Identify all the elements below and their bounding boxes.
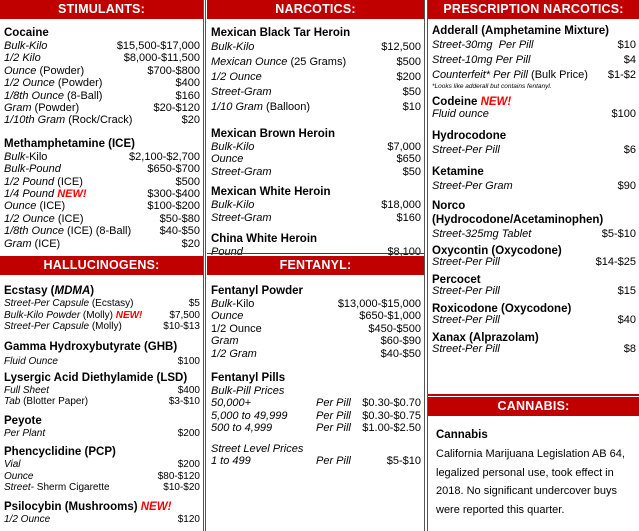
pill-price-row: 1 to 499 Per Pill $5-$10 xyxy=(211,455,421,468)
drug-name: Mexican Brown Heroin xyxy=(211,128,335,140)
price-row: Street-Per Capsule (Molly) $10-$13 xyxy=(4,321,200,332)
drug-name: Lysergic Acid Diethylamide (LSD) xyxy=(4,371,188,384)
drug-name: Methamphetamine (ICE) xyxy=(4,137,135,150)
column-prescription-cannabis xyxy=(428,0,639,531)
price-row: Street-Per Pill $15 xyxy=(432,285,636,298)
price-row: Gram (Powder) $20-$120 xyxy=(4,102,200,115)
price-row: Ounce $650 xyxy=(211,153,421,166)
drug-name: Fentanyl Powder xyxy=(211,285,304,297)
price-row: Street-Per Pill $8 xyxy=(432,343,636,356)
price-row: Street-Per Pill $6 xyxy=(432,144,636,157)
section-prescription-narcotics xyxy=(428,0,639,355)
price-row: Bulk-Kilo $18,000 xyxy=(211,199,421,212)
price-row: Street-Per Capsule (Ecstasy) $5 xyxy=(4,298,200,309)
section-divider xyxy=(207,253,424,254)
cannabis-description: California Marijuana Legislation AB 64, legalized personal use, took effect in 2018. No significant undercover buys were reported this quarter. xyxy=(436,448,625,516)
section-header-cannabis: CANNABIS: xyxy=(428,397,639,416)
section-header-fentanyl: FENTANYL: xyxy=(207,256,424,275)
price-row: 1/2 Gram $40-$50 xyxy=(211,347,421,360)
price-row: Bulk-Kilo Powder (Molly) NEW! $7,500 xyxy=(4,309,200,321)
price-row: Counterfeit* Per Pill (Bulk Price) $1-$2 xyxy=(432,69,636,81)
drug-name: Norco (Hydrocodone/Acetaminophen) xyxy=(432,200,604,227)
footnote: *Looks like adderall but contains fentanyl. xyxy=(432,83,552,90)
drug-name: Phencyclidine (PCP) xyxy=(4,446,116,458)
column-divider xyxy=(205,0,206,531)
drug-name: Psilocybin (Mushrooms) NEW! xyxy=(4,500,172,513)
price-row: Bulk-Kilo $12,500 xyxy=(211,41,421,53)
price-row: 1/2 Ounce $120 xyxy=(4,513,200,525)
price-row: 1/10 Gram (Balloon) $10 xyxy=(211,101,421,113)
price-row: Street- Sherm Cigarette $10-$20 xyxy=(4,482,200,493)
price-row: Bulk-Kilo $13,000-$15,000 xyxy=(211,298,421,310)
drug-name: Adderall (Amphetamine Mixture) xyxy=(432,25,609,37)
drug-name: Ecstasy (MDMA) xyxy=(4,285,95,297)
price-row: Fluid Ounce $100 xyxy=(4,355,200,367)
price-row: 1/2 Kilo $8,000-$11,500 xyxy=(4,52,200,65)
new-badge: NEW! xyxy=(140,500,172,513)
price-row: Street-325mg Tablet $5-$10 xyxy=(432,228,636,241)
drug-name: Peyote xyxy=(4,414,42,427)
drug-name: Roxicodone (Oxycodone) xyxy=(432,303,572,316)
price-row: Ounce $80-$120 xyxy=(4,470,200,482)
column-narcotics-fentanyl xyxy=(207,0,424,531)
pill-price-row: 500 to 4,999 Per Pill $1.00-$2.50 xyxy=(211,422,421,435)
price-row: Bulk-Kilo $7,000 xyxy=(211,141,421,153)
price-row: 1/2 Pound (ICE) $500 xyxy=(4,175,200,188)
price-row: 1/10th Gram (Rock/Crack) $20 xyxy=(4,114,200,127)
drug-name: Xanax (Alprazolam) xyxy=(432,332,539,345)
section-narcotics xyxy=(207,0,424,258)
subheading: Street Level Prices xyxy=(211,442,304,455)
price-row: Street-Gram $50 xyxy=(211,86,421,98)
price-row: 1/2 Ounce (Powder) $400 xyxy=(4,77,200,90)
price-row: 1/8th Ounce (ICE) (8-Ball) $40-$50 xyxy=(4,225,200,238)
price-row: Street-Gram $160 xyxy=(211,211,421,224)
section-header-stimulants: STIMULANTS: xyxy=(0,0,203,19)
price-row: Street-Per Pill $14-$25 xyxy=(432,256,636,269)
price-row: Ounce (Powder) $700-$800 xyxy=(4,64,200,77)
price-row: Street-30mg Per Pill $10 xyxy=(432,39,636,51)
section-header-narcotics: NARCOTICS: xyxy=(207,0,424,19)
price-row: Mexican Ounce (25 Grams) $500 xyxy=(211,56,421,68)
drug-name: Codeine NEW! xyxy=(432,96,512,108)
price-row: 1/2 Ounce (ICE) $50-$80 xyxy=(4,212,200,225)
price-row: Bulk-Pound $650-$700 xyxy=(4,163,200,176)
price-row: Full Sheet $400 xyxy=(4,384,200,396)
price-row: 1/2 Ounce $200 xyxy=(211,71,421,83)
price-row: Tab (Blotter Paper) $3-$10 xyxy=(4,396,200,407)
new-badge: NEW! xyxy=(57,188,87,201)
drug-name: Mexican White Heroin xyxy=(211,186,331,199)
pill-price-row: 50,000+ Per Pill $0.30-$0.70 xyxy=(211,397,421,410)
price-row: Street-Per Gram $90 xyxy=(432,180,636,193)
drug-name: Hydrocodone xyxy=(432,130,507,143)
section-fentanyl xyxy=(207,256,424,467)
section-stimulants xyxy=(0,0,203,250)
price-row: Street-Per Pill $40 xyxy=(432,314,636,327)
price-row: Per Plant $200 xyxy=(4,427,200,439)
drug-name: Ketamine xyxy=(432,166,484,179)
price-row: Gram $60-$90 xyxy=(211,335,421,348)
section-cannabis xyxy=(428,397,639,519)
drug-name: Gamma Hydroxybutyrate (GHB) xyxy=(4,340,178,353)
column-stimulants-hallucinogens xyxy=(0,0,203,531)
price-row: 1/2 Ounce $450-$500 xyxy=(211,322,421,335)
new-badge: NEW! xyxy=(115,309,143,321)
drug-name: China White Heroin xyxy=(211,233,318,246)
section-header-hallucinogens: HALLUCINOGENS: xyxy=(0,256,203,275)
drug-name: Cocaine xyxy=(4,27,49,39)
drug-name: Percocet xyxy=(432,274,481,287)
drug-name: Mexican Black Tar Heroin xyxy=(211,27,351,39)
price-row: Bulk-Kilo $15,500-$17,000 xyxy=(4,40,200,52)
price-row: Street-10mg Per Pill $4 xyxy=(432,54,636,66)
drug-name: Oxycontin (Oxycodone) xyxy=(432,245,562,258)
price-row: Bulk-Kilo $2,100-$2,700 xyxy=(4,150,200,163)
section-header-prescription: PRESCRIPTION NARCOTICS: xyxy=(428,0,639,19)
pill-price-row: 5,000 to 49,999 Per Pill $0.30-$0.75 xyxy=(211,409,421,422)
new-badge: NEW! xyxy=(480,96,512,108)
price-row: Vial $200 xyxy=(4,459,200,470)
price-row: 1/4 Pound NEW! $300-$400 xyxy=(4,188,200,201)
price-row: Ounce $650-$1,000 xyxy=(211,310,421,323)
price-row: 1/8th Ounce (8-Ball) $160 xyxy=(4,89,200,102)
column-divider xyxy=(424,0,425,531)
price-row: Fluid ounce $100 xyxy=(432,108,636,120)
drug-name: Cannabis xyxy=(436,429,488,441)
section-divider xyxy=(428,394,639,396)
price-row: Street-Gram $50 xyxy=(211,165,421,178)
section-hallucinogens xyxy=(0,256,203,525)
drug-name: Fentanyl Pills xyxy=(211,372,286,385)
subheading: Bulk-Pill Prices xyxy=(211,385,285,398)
price-row: Ounce (ICE) $100-$200 xyxy=(4,200,200,213)
column-divider xyxy=(203,0,204,531)
price-row: Gram (ICE) $20 xyxy=(4,237,200,250)
